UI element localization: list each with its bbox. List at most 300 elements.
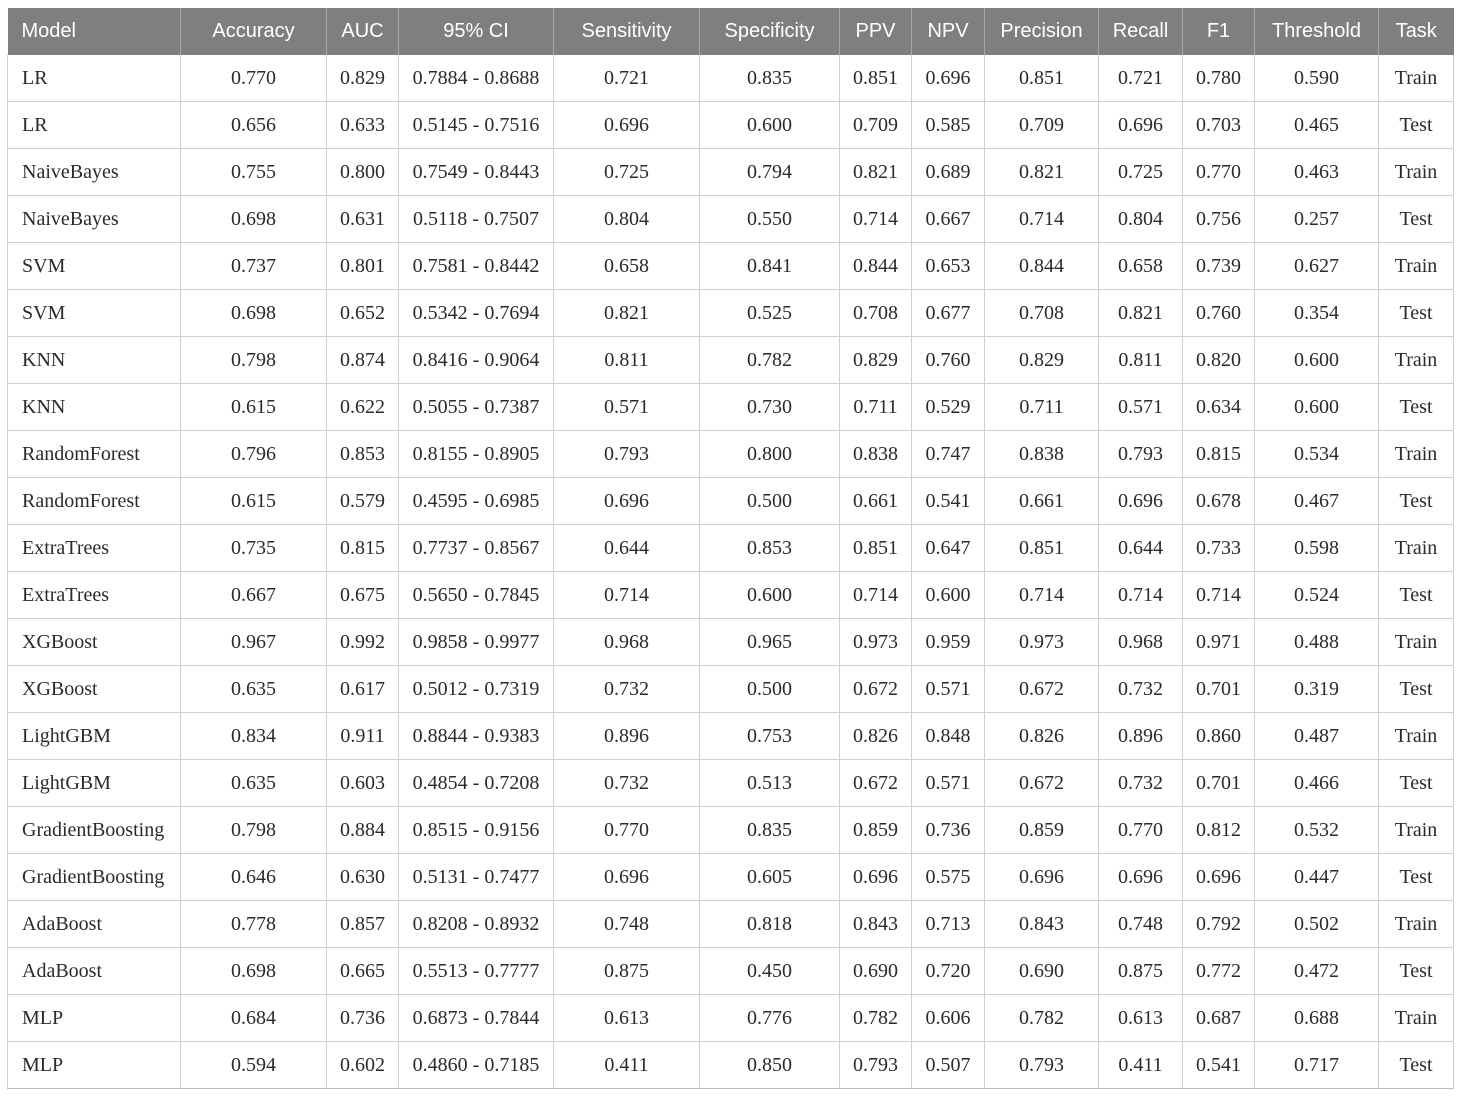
table-cell: 0.672 [985,760,1099,807]
table-row [8,431,1454,478]
model-name-cell: ExtraTrees [8,572,181,619]
table-cell: 0.860 [1183,713,1255,760]
model-metrics-table [7,8,1454,1089]
table-cell: 0.971 [1183,619,1255,666]
table-cell: 0.812 [1183,807,1255,854]
table-cell: 0.859 [840,807,912,854]
table-cell: 0.617 [327,666,399,713]
table-row [8,525,1454,572]
table-cell: 0.829 [327,55,399,102]
table-cell: 0.804 [1099,196,1183,243]
table-cell: 0.829 [840,337,912,384]
table-cell: 0.821 [554,290,700,337]
table-cell: 0.713 [912,901,985,948]
table-cell: 0.696 [912,55,985,102]
table-cell: 0.821 [840,149,912,196]
table-cell: 0.841 [700,243,840,290]
table-row [8,760,1454,807]
model-name-cell: XGBoost [8,666,181,713]
table-body [8,55,1454,1089]
table-cell: 0.4595 - 0.6985 [399,478,554,525]
table-cell: 0.5145 - 0.7516 [399,102,554,149]
table-cell: 0.711 [985,384,1099,431]
table-cell: 0.696 [554,102,700,149]
table-cell: 0.5118 - 0.7507 [399,196,554,243]
table-cell: 0.8155 - 0.8905 [399,431,554,478]
table-cell: 0.658 [1099,243,1183,290]
table-cell: 0.696 [1099,854,1183,901]
table-cell: 0.730 [700,384,840,431]
table-cell: 0.524 [1255,572,1379,619]
table-cell: 0.714 [1099,572,1183,619]
table-row [8,196,1454,243]
table-cell: 0.696 [1099,478,1183,525]
table-cell: 0.613 [1099,995,1183,1042]
table-cell: 0.598 [1255,525,1379,572]
table-cell: Train [1379,337,1454,384]
table-row [8,619,1454,666]
table-cell: 0.575 [912,854,985,901]
table-cell: 0.732 [1099,666,1183,713]
table-cell: 0.811 [554,337,700,384]
model-name-cell: KNN [8,384,181,431]
table-cell: 0.733 [1183,525,1255,572]
column-header: 95% CI [399,8,554,55]
table-cell: 0.594 [181,1042,327,1089]
model-name-cell: LR [8,102,181,149]
table-cell: 0.653 [912,243,985,290]
table-cell: 0.770 [181,55,327,102]
table-cell: 0.585 [912,102,985,149]
table-cell: 0.257 [1255,196,1379,243]
table-cell: 0.736 [912,807,985,854]
model-name-cell: RandomForest [8,478,181,525]
table-header-row [8,8,1454,55]
table-cell: Test [1379,290,1454,337]
table-cell: 0.487 [1255,713,1379,760]
table-cell: 0.770 [554,807,700,854]
table-cell: 0.696 [840,854,912,901]
table-row [8,807,1454,854]
model-name-cell: LightGBM [8,760,181,807]
table-cell: 0.736 [327,995,399,1042]
table-cell: 0.672 [840,666,912,713]
table-row [8,55,1454,102]
table-cell: 0.760 [912,337,985,384]
table-cell: 0.696 [554,854,700,901]
table-cell: 0.534 [1255,431,1379,478]
table-cell: Train [1379,619,1454,666]
table-cell: 0.714 [985,572,1099,619]
table-cell: 0.709 [985,102,1099,149]
table-cell: 0.844 [840,243,912,290]
table-cell: 0.634 [1183,384,1255,431]
table-cell: 0.851 [985,525,1099,572]
table-cell: 0.450 [700,948,840,995]
table-cell: 0.590 [1255,55,1379,102]
table-cell: 0.725 [1099,149,1183,196]
table-cell: 0.606 [912,995,985,1042]
table-cell: Train [1379,55,1454,102]
table-cell: Test [1379,948,1454,995]
table-cell: 0.896 [1099,713,1183,760]
table-cell: 0.714 [840,572,912,619]
table-cell: 0.600 [912,572,985,619]
table-cell: 0.5650 - 0.7845 [399,572,554,619]
table-cell: 0.851 [840,525,912,572]
table-cell: 0.714 [840,196,912,243]
table-cell: 0.859 [985,807,1099,854]
table-cell: 0.748 [1099,901,1183,948]
table-cell: 0.6873 - 0.7844 [399,995,554,1042]
table-cell: 0.600 [1255,337,1379,384]
table-row [8,1042,1454,1089]
table-cell: 0.600 [700,102,840,149]
table-cell: 0.658 [554,243,700,290]
table-cell: 0.5131 - 0.7477 [399,854,554,901]
table-cell: 0.968 [554,619,700,666]
table-cell: Train [1379,243,1454,290]
table-cell: 0.677 [912,290,985,337]
table-cell: 0.711 [840,384,912,431]
table-cell: 0.748 [554,901,700,948]
table-cell: Train [1379,807,1454,854]
table-cell: 0.968 [1099,619,1183,666]
table-cell: 0.661 [840,478,912,525]
table-cell: 0.615 [181,478,327,525]
table-cell: Train [1379,525,1454,572]
table-cell: 0.792 [1183,901,1255,948]
table-cell: 0.834 [181,713,327,760]
table-cell: 0.793 [1099,431,1183,478]
table-cell: 0.739 [1183,243,1255,290]
table-cell: 0.690 [985,948,1099,995]
table-cell: 0.319 [1255,666,1379,713]
table-cell: 0.815 [1183,431,1255,478]
table-cell: 0.571 [1099,384,1183,431]
table-cell: 0.602 [327,1042,399,1089]
table-cell: Train [1379,431,1454,478]
table-cell: 0.652 [327,290,399,337]
model-name-cell: MLP [8,1042,181,1089]
table-cell: Test [1379,102,1454,149]
table-cell: 0.5012 - 0.7319 [399,666,554,713]
table-cell: 0.701 [1183,666,1255,713]
table-cell: 0.756 [1183,196,1255,243]
model-name-cell: KNN [8,337,181,384]
table-cell: 0.721 [554,55,700,102]
table-cell: 0.696 [554,478,700,525]
table-cell: 0.884 [327,807,399,854]
table-cell: 0.579 [327,478,399,525]
table-cell: Test [1379,478,1454,525]
table-cell: 0.698 [181,948,327,995]
table-cell: 0.811 [1099,337,1183,384]
table-cell: 0.782 [700,337,840,384]
table-cell: 0.541 [912,478,985,525]
table-cell: 0.672 [985,666,1099,713]
table-cell: 0.793 [985,1042,1099,1089]
metrics-table-container [7,8,1454,1089]
table-cell: 0.7884 - 0.8688 [399,55,554,102]
table-cell: 0.835 [700,807,840,854]
table-cell: 0.821 [1099,290,1183,337]
table-cell: 0.635 [181,760,327,807]
column-header: F1 [1183,8,1255,55]
table-cell: Test [1379,384,1454,431]
table-cell: 0.622 [327,384,399,431]
table-cell: 0.354 [1255,290,1379,337]
column-header: Model [8,8,181,55]
table-row [8,384,1454,431]
table-cell: 0.708 [985,290,1099,337]
table-cell: 0.732 [554,666,700,713]
table-cell: 0.821 [985,149,1099,196]
model-name-cell: AdaBoost [8,901,181,948]
table-cell: 0.701 [1183,760,1255,807]
table-cell: Test [1379,196,1454,243]
table-cell: 0.675 [327,572,399,619]
table-cell: 0.772 [1183,948,1255,995]
table-cell: 0.447 [1255,854,1379,901]
table-cell: 0.843 [985,901,1099,948]
table-cell: 0.603 [327,760,399,807]
column-header: Recall [1099,8,1183,55]
table-cell: 0.500 [700,666,840,713]
table-cell: 0.532 [1255,807,1379,854]
table-cell: 0.896 [554,713,700,760]
table-cell: Test [1379,666,1454,713]
table-cell: 0.875 [1099,948,1183,995]
table-cell: 0.7737 - 0.8567 [399,525,554,572]
table-cell: Train [1379,713,1454,760]
table-cell: 0.973 [840,619,912,666]
table-cell: 0.793 [840,1042,912,1089]
table-cell: Test [1379,854,1454,901]
model-name-cell: SVM [8,290,181,337]
column-header: AUC [327,8,399,55]
table-cell: 0.615 [181,384,327,431]
table-cell: 0.656 [181,102,327,149]
model-name-cell: NaiveBayes [8,196,181,243]
model-name-cell: SVM [8,243,181,290]
table-cell: 0.843 [840,901,912,948]
table-cell: 0.778 [181,901,327,948]
table-cell: 0.714 [554,572,700,619]
table-cell: 0.5342 - 0.7694 [399,290,554,337]
table-cell: 0.753 [700,713,840,760]
table-cell: 0.780 [1183,55,1255,102]
table-cell: 0.747 [912,431,985,478]
table-cell: 0.794 [700,149,840,196]
table-cell: 0.8515 - 0.9156 [399,807,554,854]
table-cell: 0.672 [840,760,912,807]
table-cell: 0.776 [700,995,840,1042]
table-cell: 0.703 [1183,102,1255,149]
table-cell: 0.571 [554,384,700,431]
table-cell: 0.667 [912,196,985,243]
table-cell: 0.835 [700,55,840,102]
model-name-cell: XGBoost [8,619,181,666]
model-name-cell: NaiveBayes [8,149,181,196]
table-cell: 0.857 [327,901,399,948]
table-cell: 0.875 [554,948,700,995]
table-cell: 0.411 [1099,1042,1183,1089]
table-cell: 0.684 [181,995,327,1042]
table-cell: 0.793 [554,431,700,478]
model-name-cell: ExtraTrees [8,525,181,572]
table-cell: 0.647 [912,525,985,572]
table-row [8,337,1454,384]
table-cell: 0.500 [700,478,840,525]
table-cell: 0.770 [1099,807,1183,854]
table-cell: 0.613 [554,995,700,1042]
table-cell: 0.801 [327,243,399,290]
model-name-cell: LightGBM [8,713,181,760]
table-cell: 0.796 [181,431,327,478]
table-cell: 0.466 [1255,760,1379,807]
table-cell: 0.798 [181,337,327,384]
table-row [8,243,1454,290]
table-cell: 0.8844 - 0.9383 [399,713,554,760]
table-cell: 0.465 [1255,102,1379,149]
table-cell: 0.698 [181,196,327,243]
table-cell: 0.798 [181,807,327,854]
table-row [8,666,1454,713]
table-cell: 0.600 [1255,384,1379,431]
table-cell: 0.463 [1255,149,1379,196]
table-cell: 0.541 [1183,1042,1255,1089]
table-cell: 0.689 [912,149,985,196]
table-cell: Test [1379,760,1454,807]
table-cell: 0.630 [327,854,399,901]
column-header: NPV [912,8,985,55]
column-header: Threshold [1255,8,1379,55]
table-cell: 0.838 [840,431,912,478]
table-cell: 0.853 [327,431,399,478]
model-name-cell: MLP [8,995,181,1042]
table-cell: 0.782 [985,995,1099,1042]
table-cell: 0.829 [985,337,1099,384]
table-cell: 0.631 [327,196,399,243]
table-cell: 0.571 [912,666,985,713]
table-row [8,854,1454,901]
table-row [8,995,1454,1042]
table-cell: 0.820 [1183,337,1255,384]
table-cell: 0.5513 - 0.7777 [399,948,554,995]
table-cell: 0.411 [554,1042,700,1089]
table-cell: 0.735 [181,525,327,572]
table-cell: 0.725 [554,149,700,196]
table-cell: 0.644 [554,525,700,572]
table-cell: 0.818 [700,901,840,948]
column-header: Task [1379,8,1454,55]
table-cell: 0.717 [1255,1042,1379,1089]
table-cell: 0.838 [985,431,1099,478]
table-cell: 0.687 [1183,995,1255,1042]
table-cell: 0.698 [181,290,327,337]
table-cell: 0.550 [700,196,840,243]
table-cell: 0.959 [912,619,985,666]
table-cell: 0.4854 - 0.7208 [399,760,554,807]
model-name-cell: GradientBoosting [8,854,181,901]
table-cell: 0.973 [985,619,1099,666]
table-cell: 0.874 [327,337,399,384]
table-cell: 0.720 [912,948,985,995]
table-cell: 0.8416 - 0.9064 [399,337,554,384]
table-cell: 0.7549 - 0.8443 [399,149,554,196]
column-header: Accuracy [181,8,327,55]
table-cell: Train [1379,901,1454,948]
table-cell: 0.646 [181,854,327,901]
table-cell: 0.644 [1099,525,1183,572]
table-cell: 0.600 [700,572,840,619]
table-cell: Train [1379,995,1454,1042]
table-cell: 0.800 [700,431,840,478]
table-cell: 0.721 [1099,55,1183,102]
model-name-cell: AdaBoost [8,948,181,995]
table-cell: 0.5055 - 0.7387 [399,384,554,431]
table-cell: 0.851 [840,55,912,102]
table-cell: 0.8208 - 0.8932 [399,901,554,948]
column-header: Precision [985,8,1099,55]
table-cell: 0.688 [1255,995,1379,1042]
table-cell: 0.804 [554,196,700,243]
model-name-cell: RandomForest [8,431,181,478]
table-cell: 0.9858 - 0.9977 [399,619,554,666]
table-cell: 0.525 [700,290,840,337]
table-cell: 0.472 [1255,948,1379,995]
table-cell: 0.690 [840,948,912,995]
table-cell: Train [1379,149,1454,196]
table-cell: Test [1379,1042,1454,1089]
table-cell: 0.815 [327,525,399,572]
table-cell: 0.667 [181,572,327,619]
table-cell: 0.714 [985,196,1099,243]
table-cell: 0.851 [985,55,1099,102]
table-cell: 0.696 [1099,102,1183,149]
table-cell: 0.633 [327,102,399,149]
table-cell: 0.502 [1255,901,1379,948]
table-cell: 0.467 [1255,478,1379,525]
table-cell: 0.760 [1183,290,1255,337]
table-cell: 0.826 [985,713,1099,760]
table-cell: 0.696 [1183,854,1255,901]
table-cell: 0.848 [912,713,985,760]
table-cell: 0.911 [327,713,399,760]
table-cell: 0.709 [840,102,912,149]
table-cell: Test [1379,572,1454,619]
table-cell: 0.507 [912,1042,985,1089]
table-cell: 0.853 [700,525,840,572]
table-cell: 0.800 [327,149,399,196]
table-row [8,948,1454,995]
table-cell: 0.513 [700,760,840,807]
table-cell: 0.826 [840,713,912,760]
model-name-cell: LR [8,55,181,102]
table-row [8,102,1454,149]
table-row [8,149,1454,196]
column-header: PPV [840,8,912,55]
table-cell: 0.782 [840,995,912,1042]
table-cell: 0.678 [1183,478,1255,525]
table-cell: 0.665 [327,948,399,995]
column-header: Sensitivity [554,8,700,55]
table-cell: 0.850 [700,1042,840,1089]
model-name-cell: GradientBoosting [8,807,181,854]
table-row [8,713,1454,760]
table-cell: 0.965 [700,619,840,666]
